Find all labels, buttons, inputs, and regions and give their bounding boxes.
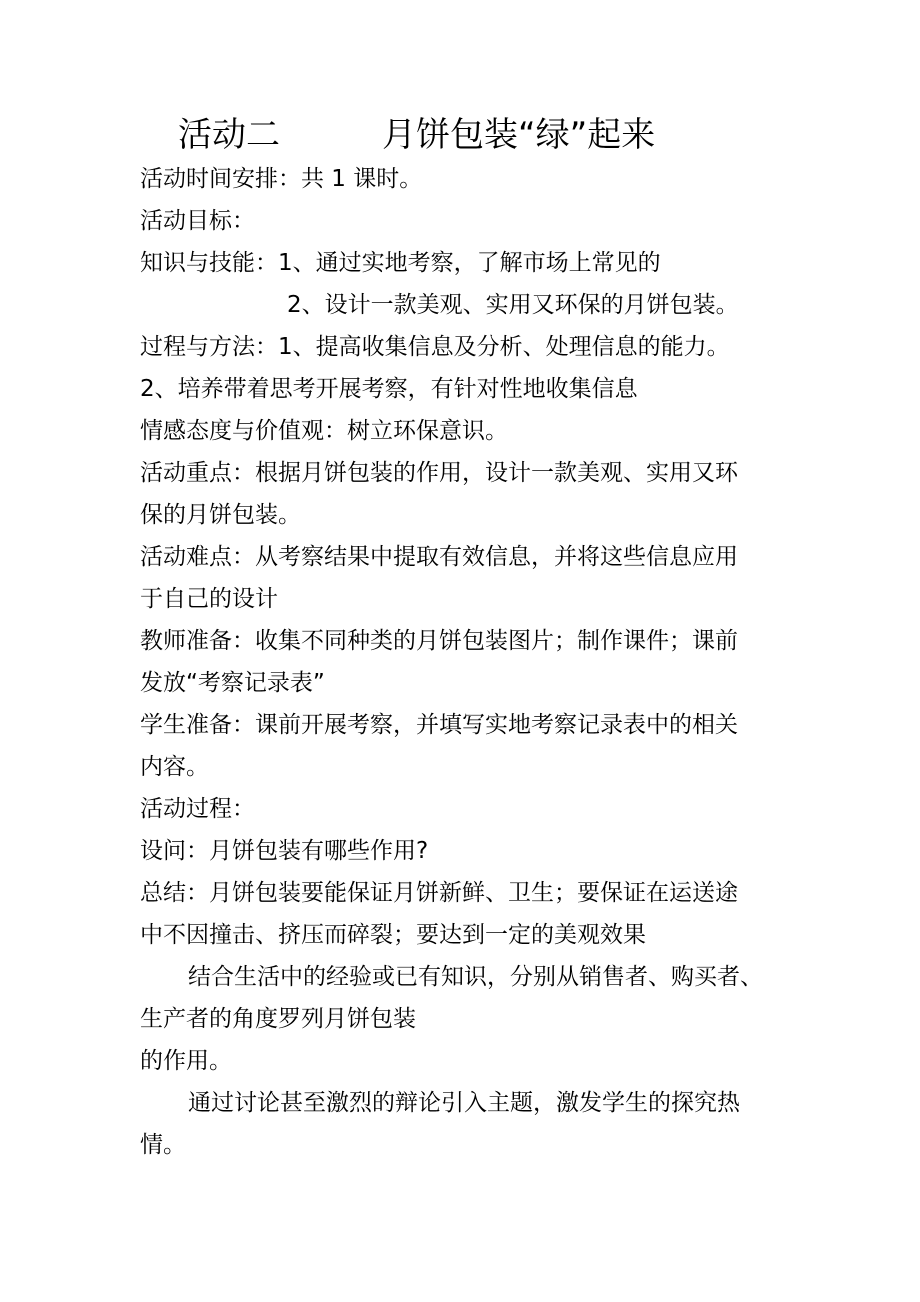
teacher-prep-line-2: 发放“考察记录表” (140, 670, 325, 696)
discussion-line-1: 通过讨论甚至激烈的辩论引入主题，激发学生的探究热 (188, 1090, 740, 1116)
activity-process-heading: 活动过程： (140, 796, 255, 822)
student-prep-line-1: 学生准备：课前开展考察，并填写实地考察记录表中的相关 (140, 712, 738, 738)
key-point-line-1: 活动重点：根据月饼包装的作用，设计一款美观、实用又环 (140, 460, 738, 486)
summary-line-1: 总结：月饼包装要能保证月饼新鲜、卫生；要保证在运送途 (140, 880, 738, 906)
combine-line-2: 生产者的角度罗列月饼包装 (140, 1006, 416, 1032)
summary-line-2: 中不因撞击、挤压而碎裂；要达到一定的美观效果 (140, 922, 646, 948)
combine-line-3: 的作用。 (140, 1048, 232, 1074)
key-point-line-2: 保的月饼包装。 (140, 502, 301, 528)
difficulty-line-1: 活动难点：从考察结果中提取有效信息，并将这些信息应用 (140, 544, 738, 570)
title-activity-number: 活动二 (178, 115, 280, 155)
discussion-line-2: 情。 (140, 1132, 186, 1158)
difficulty-line-2: 于自己的设计 (140, 586, 278, 612)
activity-time-line: 活动时间安排：共 1 课时。 (140, 166, 423, 192)
emotion-values-line: 情感态度与价值观：树立环保意识。 (140, 418, 508, 444)
knowledge-skills-line-2: 2、设计一款美观、实用又环保的月饼包装。 (287, 292, 739, 318)
process-method-line-2: 2、培养带着思考开展考察，有针对性地收集信息 (140, 376, 638, 402)
activity-goals-heading: 活动目标： (140, 208, 255, 234)
question-line: 设问：月饼包装有哪些作用? (140, 838, 429, 864)
document-body (140, 158, 785, 1166)
student-prep-line-2: 内容。 (140, 754, 209, 780)
title-activity-name: 月饼包装“绿”起来 (382, 115, 656, 155)
document-title (0, 108, 920, 162)
knowledge-skills-line-1: 知识与技能：1、通过实地考察，了解市场上常见的 (140, 250, 661, 276)
teacher-prep-line-1: 教师准备：收集不同种类的月饼包装图片；制作课件；课前 (140, 628, 738, 654)
combine-line-1: 结合生活中的经验或已有知识，分别从销售者、购买者、 (188, 964, 763, 990)
process-method-line-1: 过程与方法：1、提高收集信息及分析、处理信息的能力。 (140, 334, 730, 360)
